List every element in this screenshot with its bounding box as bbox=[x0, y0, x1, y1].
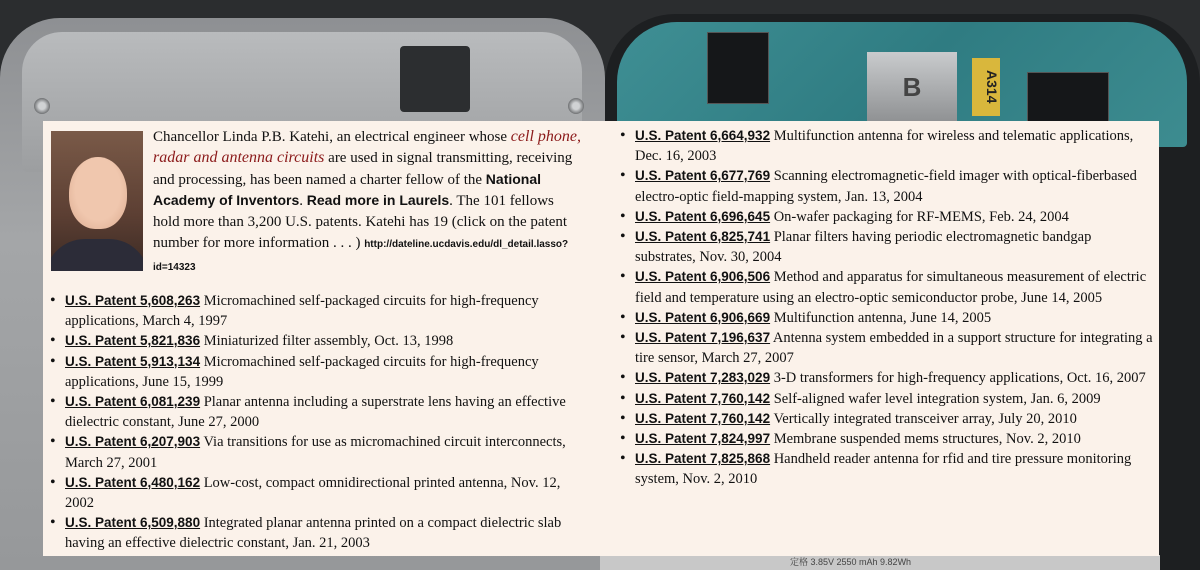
list-item bbox=[619, 227, 1154, 267]
patent-list-left bbox=[49, 291, 589, 554]
patent-desc: Planar filters having periodic electromagnetic bandgap substrates, Nov. 30, 2004 bbox=[635, 229, 1092, 266]
portrait-face bbox=[69, 157, 127, 229]
list-item bbox=[619, 429, 1154, 449]
list-item bbox=[49, 473, 589, 513]
patent-link[interactable]: U.S. Patent 6,906,506 bbox=[635, 269, 771, 285]
list-item bbox=[49, 432, 589, 472]
intro-highlight: cell phone, radar and antenna circuits bbox=[153, 128, 581, 166]
rf-shield: B bbox=[867, 52, 957, 122]
camera-slot bbox=[400, 46, 470, 112]
screw-icon bbox=[34, 98, 50, 114]
battery-label: 定格 3.85V 2550 mAh 9.82Wh bbox=[600, 555, 1160, 570]
patent-desc: Multifunction antenna for wireless and telematic applications, Dec. 16, 2003 bbox=[635, 128, 1134, 165]
patent-link[interactable]: U.S. Patent 7,283,029 bbox=[635, 370, 771, 386]
patent-link[interactable]: U.S. Patent 7,825,868 bbox=[635, 451, 771, 467]
patent-desc: Integrated planar antenna printed on a compact dielectric slab having an effective dielectric constant, Jan. 21, 2003 bbox=[65, 515, 562, 552]
dateline-url[interactable]: http://dateline.ucdavis.edu/dl_detail.lasso?id=14323 bbox=[153, 238, 569, 273]
list-item bbox=[619, 166, 1154, 206]
list-item bbox=[619, 449, 1154, 489]
patent-desc: Micromachined self-packaged circuits for high-frequency applications, June 15, 1999 bbox=[65, 353, 539, 390]
list-item bbox=[619, 207, 1154, 227]
list-item bbox=[619, 126, 1154, 166]
patent-desc: Miniaturized filter assembly, Oct. 13, 1998 bbox=[200, 333, 454, 350]
patent-link[interactable]: U.S. Patent 7,824,997 bbox=[635, 431, 771, 447]
patent-desc: Via transitions for use as micromachined circuit interconnects, March 27, 2001 bbox=[65, 434, 566, 471]
patent-link[interactable]: U.S. Patent 6,906,669 bbox=[635, 309, 771, 325]
list-item bbox=[619, 389, 1154, 409]
intro-text: . The 101 fellows hold more than 3,200 U.S. patents. Katehi has 19 (click on the patent number for more information . . . ) bbox=[153, 193, 568, 251]
list-item bbox=[619, 368, 1154, 388]
list-item bbox=[619, 328, 1154, 368]
patent-list-right bbox=[619, 126, 1154, 490]
patent-link[interactable]: U.S. Patent 5,821,836 bbox=[65, 333, 201, 349]
patent-link[interactable]: U.S. Patent 6,480,162 bbox=[65, 474, 201, 490]
patent-desc: Handheld reader antenna for rfid and tire pressure monitoring system, Nov. 2, 2010 bbox=[635, 451, 1132, 488]
portrait-shoulders bbox=[51, 239, 143, 271]
intro-paragraph bbox=[153, 127, 583, 279]
patent-link[interactable]: U.S. Patent 6,207,903 bbox=[65, 434, 201, 450]
patent-desc: Self-aligned wafer level integration system, Jan. 6, 2009 bbox=[770, 390, 1101, 407]
patent-link[interactable]: U.S. Patent 6,664,932 bbox=[635, 128, 771, 143]
patent-card bbox=[43, 121, 1159, 556]
chip-label: A314 bbox=[972, 58, 1000, 116]
patent-desc: 3-D transformers for high-frequency applications, Oct. 16, 2007 bbox=[770, 370, 1146, 387]
patent-link[interactable]: U.S. Patent 7,760,142 bbox=[635, 390, 771, 406]
patent-desc: On-wafer packaging for RF-MEMS, Feb. 24, 2004 bbox=[770, 208, 1069, 225]
list-item bbox=[619, 409, 1154, 429]
katehi-portrait bbox=[51, 131, 143, 271]
patent-desc: Low-cost, compact omnidirectional printed antenna, Nov. 12, 2002 bbox=[65, 474, 561, 512]
list-item bbox=[49, 513, 589, 553]
list-item bbox=[49, 291, 589, 331]
list-item bbox=[619, 308, 1154, 328]
patent-link[interactable]: U.S. Patent 6,825,741 bbox=[635, 229, 771, 245]
intro-text: are used in signal transmitting, receiving and processing, has been named a charter fellow of the bbox=[153, 149, 573, 188]
patent-link[interactable]: U.S. Patent 6,509,880 bbox=[65, 515, 201, 531]
patent-link[interactable]: U.S. Patent 5,913,134 bbox=[65, 353, 201, 369]
patent-link[interactable]: U.S. Patent 6,677,769 bbox=[635, 168, 771, 184]
list-item bbox=[49, 331, 589, 351]
patent-link[interactable]: U.S. Patent 6,081,239 bbox=[65, 394, 201, 410]
patent-link[interactable]: U.S. Patent 7,196,637 bbox=[635, 330, 771, 346]
chip bbox=[707, 32, 769, 104]
list-item bbox=[49, 392, 589, 432]
patent-desc: Antenna system embedded in a support structure for integrating a tire sensor, March 27, 2007 bbox=[635, 330, 1153, 367]
list-item bbox=[49, 352, 589, 392]
patent-desc: Planar antenna including a superstrate lens having an effective dielectric constant, June 27, 2000 bbox=[65, 394, 566, 431]
screw-icon bbox=[568, 98, 584, 114]
intro-text: . bbox=[299, 193, 307, 210]
patent-link[interactable]: U.S. Patent 7,760,142 bbox=[635, 410, 771, 426]
intro-text: Chancellor Linda P.B. Katehi, an electrical engineer whose bbox=[153, 129, 511, 145]
patent-desc: Micromachined self-packaged circuits for high-frequency applications, March 4, 1997 bbox=[65, 293, 539, 330]
patent-desc: Vertically integrated transceiver array, July 20, 2010 bbox=[770, 410, 1077, 427]
academy-name: National Academy of Inventors bbox=[153, 170, 542, 209]
patent-desc: Multifunction antenna, June 14, 2005 bbox=[770, 309, 992, 326]
list-item bbox=[619, 267, 1154, 307]
patent-desc: Membrane suspended mems structures, Nov. 2, 2010 bbox=[770, 431, 1081, 448]
patent-link[interactable]: U.S. Patent 6,696,645 bbox=[635, 208, 771, 224]
patent-desc: Scanning electromagnetic-field imager with optical-fiberbased electro-optic field-mapping system, Jan. 13, 2004 bbox=[635, 168, 1137, 205]
patent-link[interactable]: U.S. Patent 5,608,263 bbox=[65, 293, 201, 308]
patent-desc: Method and apparatus for simultaneous measurement of electric field and temperature using an electro-optic semiconductor probe, June 14, 2005 bbox=[635, 269, 1147, 306]
read-more-link[interactable]: Read more in Laurels bbox=[306, 192, 450, 209]
